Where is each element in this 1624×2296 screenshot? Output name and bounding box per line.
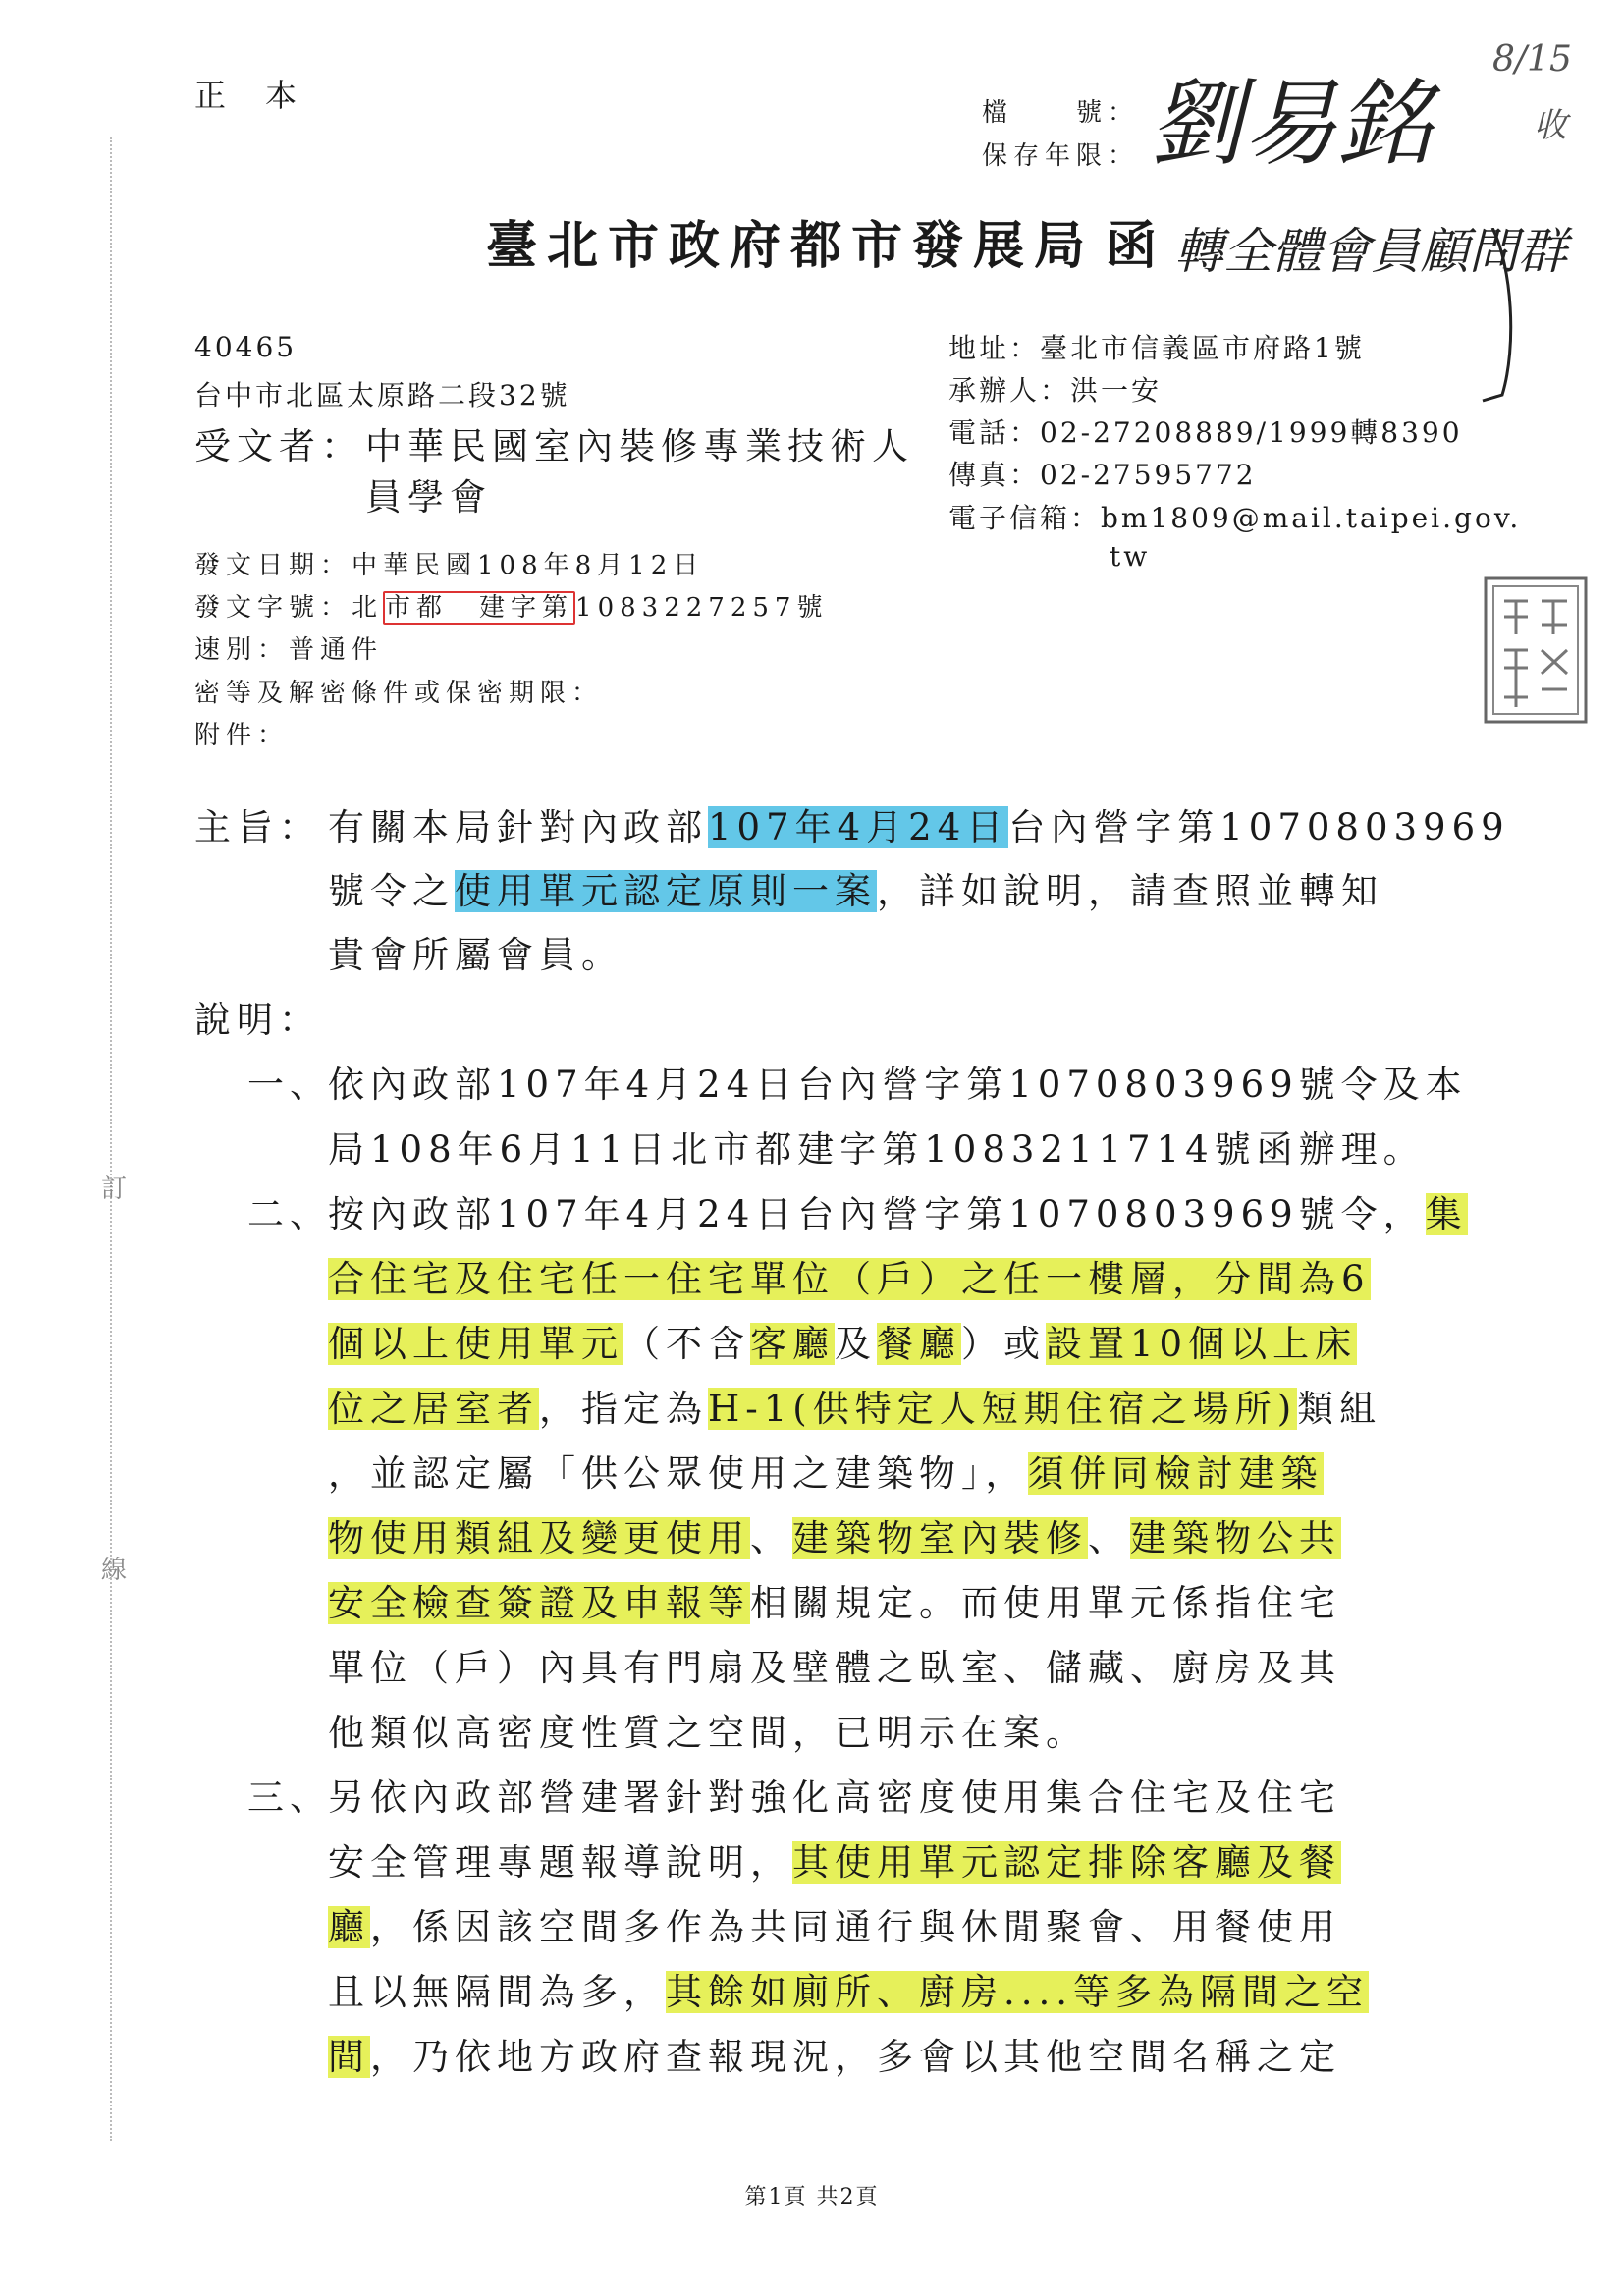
subject-l1-c: 台內營字第1070803969 <box>1008 806 1510 848</box>
item3-l2-a: 安全管理專題報導說明， <box>328 1841 792 1884</box>
attachment: 附件： <box>194 721 290 750</box>
contact-handler: 承辦人：洪一安 <box>948 374 1163 407</box>
issue-number-stamped: 市都 建字第 <box>385 593 574 623</box>
subject-line-2 <box>328 861 1383 914</box>
handwritten-signature: 劉易銘 <box>1149 69 1432 179</box>
item2-l3-d: 及 <box>835 1323 877 1365</box>
item1-line-2: 局108年6月11日北市都建字第1083211714號函辦理。 <box>328 1128 1426 1171</box>
subject-l1-a: 有關本局針對內政部 <box>328 806 708 848</box>
file-no-label: 檔 號： <box>982 98 1140 128</box>
item2-l3-b: （不含 <box>623 1323 750 1365</box>
speed: 速別：普通件 <box>194 635 384 665</box>
retention-label: 保存年限： <box>982 141 1140 171</box>
binding-line <box>110 137 112 2141</box>
item2-number: 二、 <box>247 1193 332 1235</box>
recipient-name-line2: 員學會 <box>365 476 492 519</box>
item2-line-9: 他類似高密度性質之空間，已明示在案。 <box>328 1712 1088 1754</box>
item3-number: 三、 <box>247 1777 332 1819</box>
item3-line-5 <box>328 2027 1341 2080</box>
item2-line-8: 單位（戶）內具有門扇及壁體之臥室、儲藏、廚房及其 <box>328 1647 1341 1689</box>
item2-l1-b: 集 <box>1425 1193 1468 1235</box>
item3-line-2 <box>328 1832 1341 1886</box>
item2-l3-e: 餐廳 <box>877 1323 961 1365</box>
item2-l4-d: 類組 <box>1297 1388 1382 1430</box>
item3-line-4 <box>328 1962 1369 2015</box>
subject-l1-date: 107年4月24日 <box>708 806 1009 848</box>
item3-l4-b: 其餘如廁所、廚房....等多為隔間之空 <box>666 1971 1370 2013</box>
item3-line-1: 另依內政部營建署針對強化高密度使用集合住宅及住宅 <box>328 1777 1341 1819</box>
issue-number-tail: 1083227257號 <box>575 593 829 623</box>
item2-line-6 <box>328 1508 1341 1561</box>
item2-line-3 <box>328 1314 1357 1367</box>
margin-mark-ding: 訂 <box>101 1175 134 1204</box>
item2-l3-a: 個以上使用單元 <box>328 1323 623 1365</box>
item2-l4-a: 位之居室者 <box>328 1388 539 1430</box>
recipient-label: 受文者： <box>194 425 363 467</box>
item2-l3-g: 設置10個以上床 <box>1046 1323 1358 1365</box>
item2-l4-c: H-1(供特定人短期住宿之場所) <box>708 1388 1298 1430</box>
recipient-postcode: 40465 <box>194 331 298 363</box>
item2-line-1 <box>328 1184 1468 1237</box>
item2-l6-a: 物使用類組及變更使用 <box>328 1517 750 1559</box>
item2-l6-e: 建築物公共 <box>1130 1517 1341 1559</box>
item2-l2-a: 合住宅及住宅任一住宅單位（戶）之任一樓層， <box>328 1258 1215 1300</box>
item2-l5-b: 須併同檢討建築 <box>1027 1452 1324 1495</box>
issue-number <box>194 587 828 624</box>
item2-line-2 <box>328 1249 1371 1302</box>
subject-l2-topic: 使用單元認定原則一案 <box>455 870 877 912</box>
item2-l6-d: 、 <box>1088 1517 1130 1559</box>
margin-mark-xian: 線 <box>101 1556 134 1585</box>
issue-date: 發文日期：中華民國108年8月12日 <box>194 551 705 580</box>
handwritten-forward-note: 轉全體會員顧問群 <box>1174 223 1567 280</box>
item3-l5-a: 間 <box>328 2036 370 2078</box>
contact-address: 地址：臺北市信義區市府路1號 <box>948 332 1365 364</box>
subject-line-1 <box>328 797 1510 850</box>
item3-l4-a: 且以無隔間為多， <box>328 1971 666 2013</box>
item2-l6-b: 、 <box>750 1517 792 1559</box>
item2-l2-b: 分間為6 <box>1215 1258 1371 1300</box>
item2-l1-a: 按內政部107年4月24日台內營字第1070803969號令， <box>328 1193 1426 1235</box>
item3-l5-b: ，乃依地方政府查報現況，多會以其他空間名稱之定 <box>370 2036 1341 2078</box>
contact-email: 電子信箱：bm1809@mail.taipei.gov. <box>948 502 1522 534</box>
item3-l3-a: 廳 <box>328 1906 370 1948</box>
item2-l7-a: 安全檢查簽證及申報等 <box>328 1582 750 1624</box>
page-footer: 第1頁 共2頁 <box>744 2185 880 2210</box>
document-title: 臺北市政府都市發展局 <box>486 216 1096 276</box>
item1-number: 一、 <box>247 1064 332 1106</box>
item2-l3-c: 客廳 <box>750 1323 835 1365</box>
item2-l3-f: ）或 <box>961 1323 1046 1365</box>
item1-line-1: 依內政部107年4月24日台內營字第1070803969號令及本 <box>328 1064 1468 1106</box>
handwritten-bracket <box>1473 228 1532 405</box>
subject-line-3: 貴會所屬會員。 <box>328 934 623 976</box>
secrecy: 密等及解密條件或保密期限： <box>194 679 604 708</box>
issue-number-label: 發文字號：北 <box>194 593 384 623</box>
official-seal <box>1483 575 1589 725</box>
copy-mark: 正 本 <box>194 77 301 114</box>
item3-l3-b: ，係因該空間多作為共同通行與休閒聚會、用餐使用 <box>370 1906 1341 1948</box>
subject-l2-a: 號令之 <box>328 870 455 912</box>
item2-l5-a: ，並認定屬「供公眾使用之建築物」， <box>328 1452 1028 1495</box>
item2-l7-b: 相關規定。而使用單元係指住宅 <box>750 1582 1341 1624</box>
handwritten-received: 收 <box>1534 106 1567 145</box>
recipient-address: 台中市北區太原路二段32號 <box>194 379 570 411</box>
handwritten-date: 8/15 <box>1492 39 1572 80</box>
item2-l6-c: 建築物室內裝修 <box>792 1517 1088 1559</box>
contact-email-cont: tw <box>1110 540 1151 573</box>
recipient-name-line1: 中華民國室內裝修專業技術人 <box>365 425 914 467</box>
document-type: 函 <box>1106 216 1167 276</box>
item2-line-4 <box>328 1379 1381 1432</box>
contact-phone: 電話：02-27208889/1999轉8390 <box>948 416 1463 449</box>
item2-line-5 <box>328 1444 1324 1497</box>
item3-l2-b: 其使用單元認定排除客廳及餐 <box>792 1841 1341 1884</box>
subject-l2-c: ，詳如說明，請查照並轉知 <box>877 870 1383 912</box>
item2-line-7 <box>328 1573 1341 1626</box>
subject-label: 主旨： <box>194 806 321 848</box>
contact-fax: 傳真：02-27595772 <box>948 459 1257 491</box>
item3-line-3 <box>328 1897 1341 1950</box>
explanation-label: 說明： <box>194 999 321 1041</box>
item2-l4-b: ，指定為 <box>539 1388 708 1430</box>
